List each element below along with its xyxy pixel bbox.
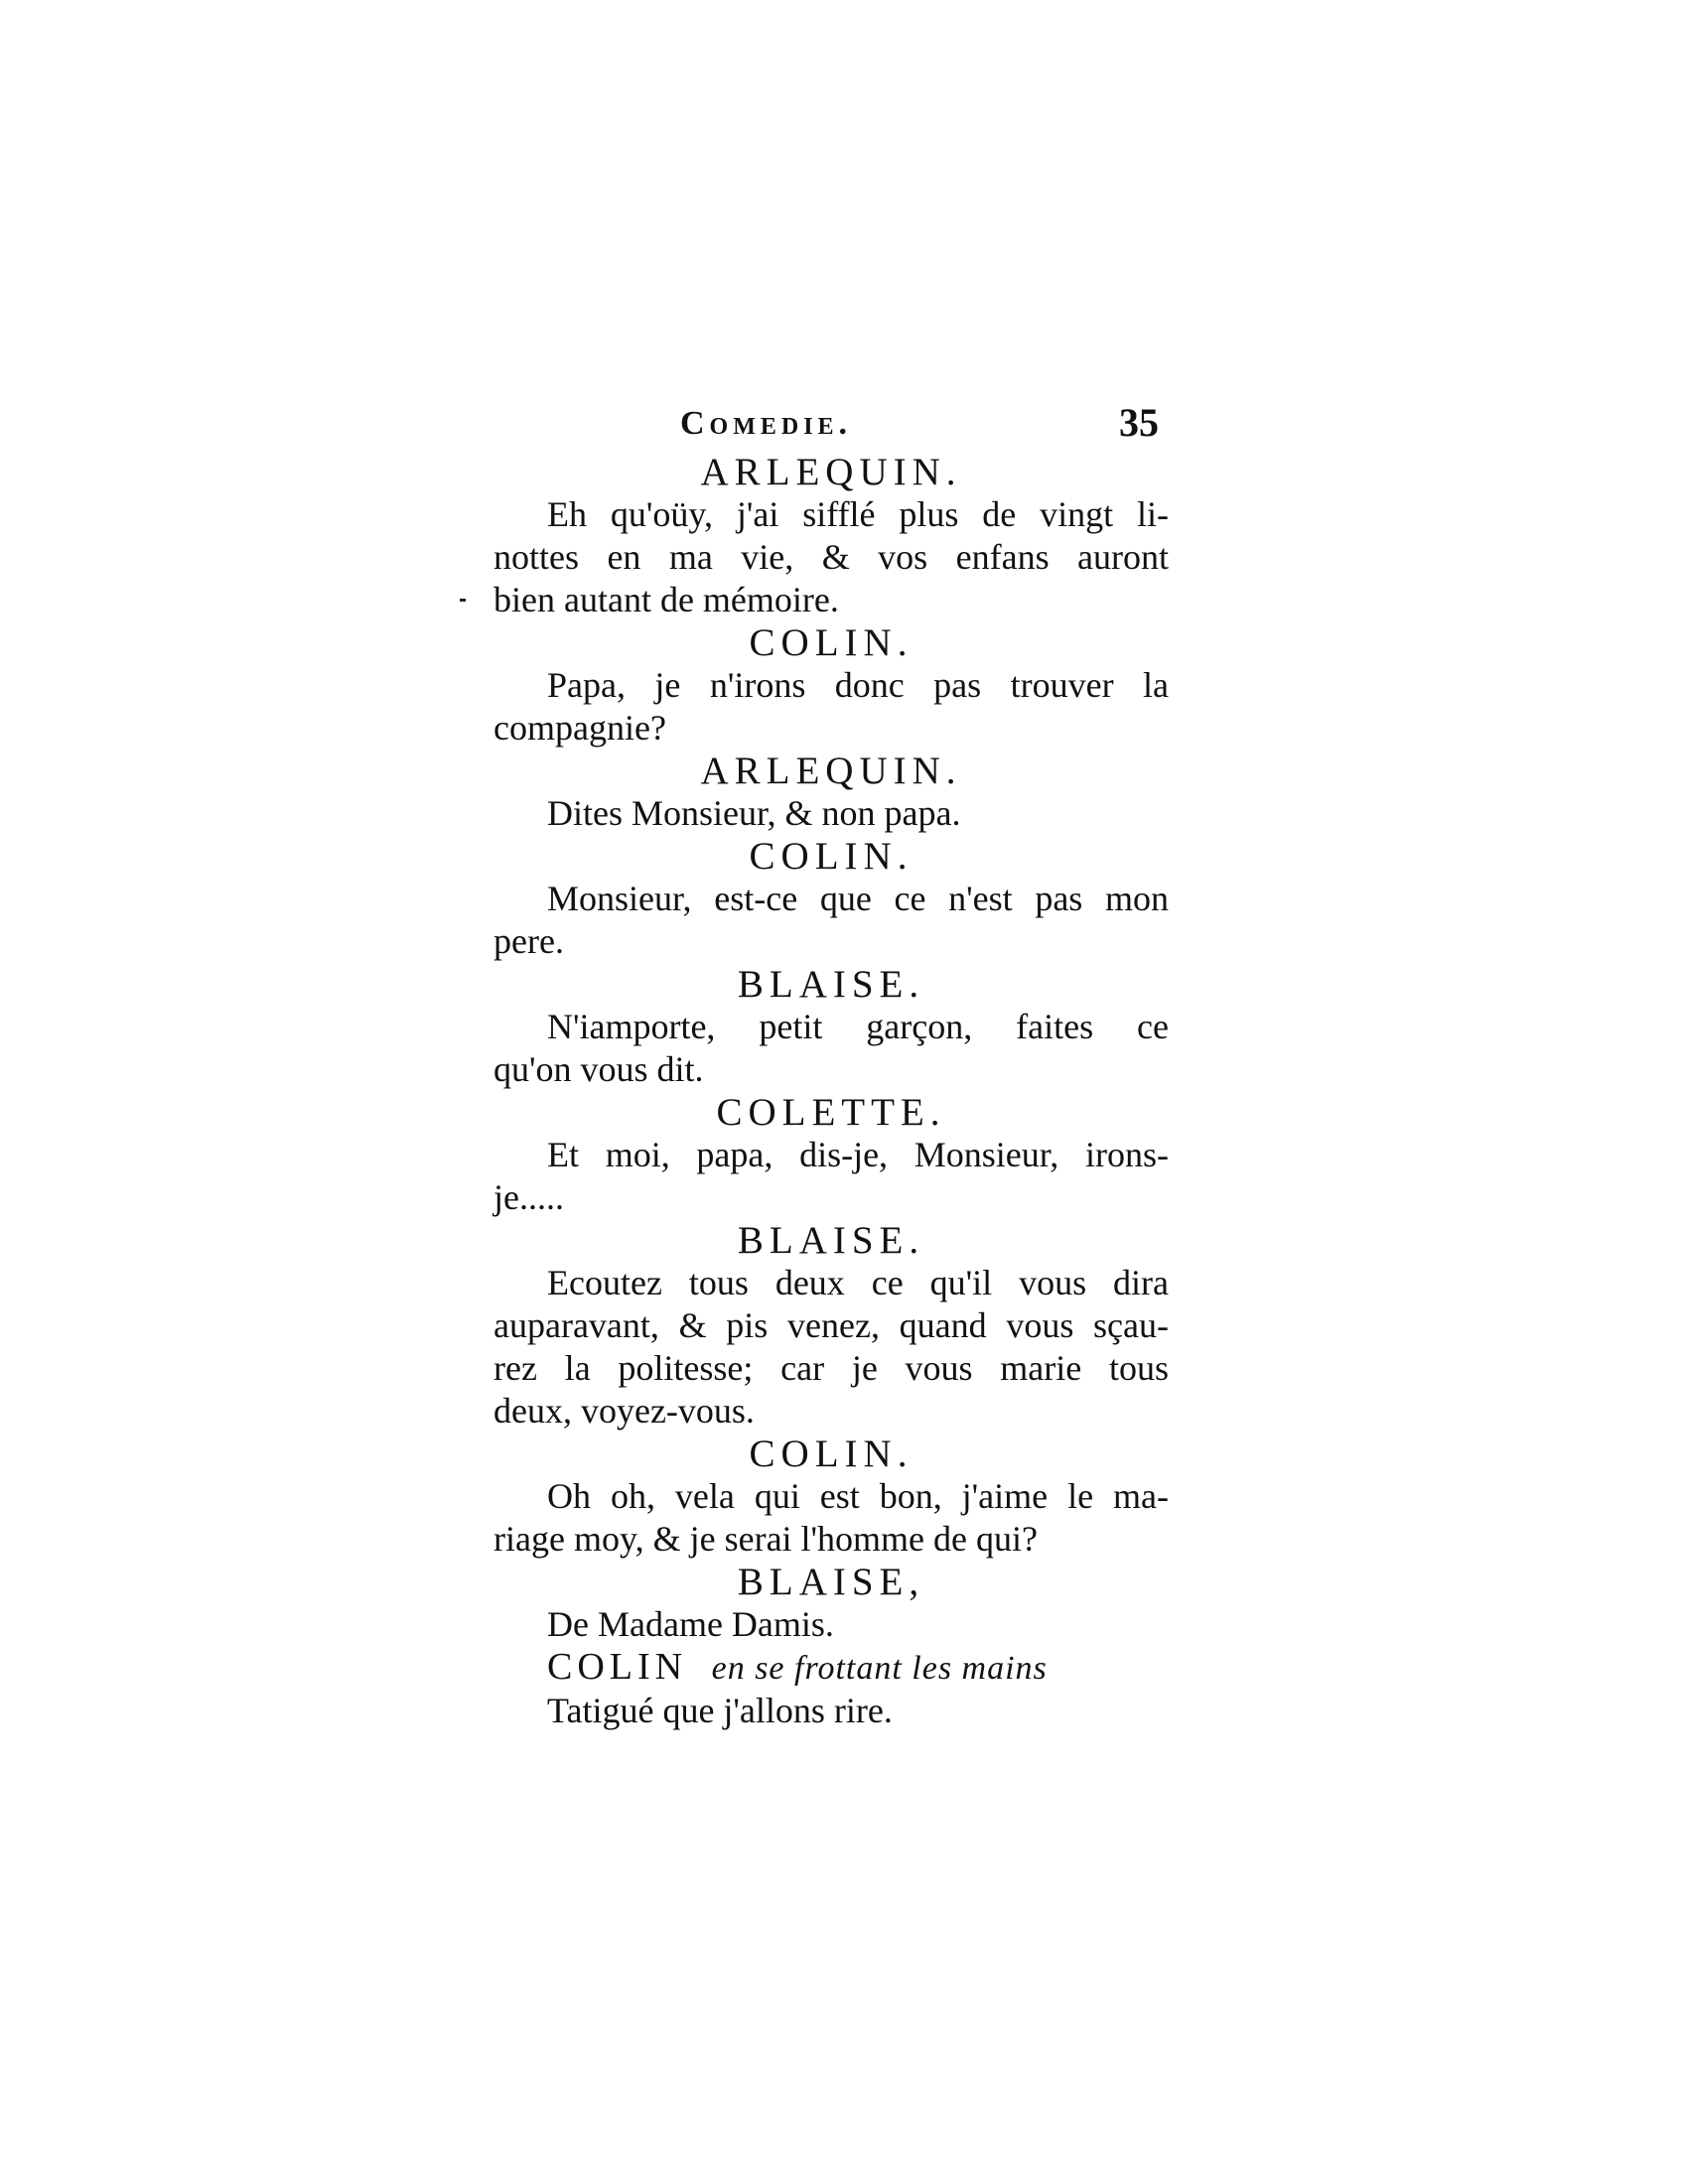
- speech: [493, 1006, 1169, 1091]
- speech-line: rez la politesse; car je vous marie tous: [493, 1348, 1169, 1388]
- speech: [493, 1262, 1169, 1433]
- speech: [493, 1475, 1169, 1561]
- speech-line: Eh qu'oüy, j'ai sifflé plus de vingt li-: [547, 494, 1169, 534]
- page-number: 35: [1119, 400, 1159, 445]
- speech-line: auparavant, & pis venez, quand vous sçau-: [493, 1305, 1169, 1345]
- speech-line: N'iamporte, petit garçon, faites ce: [547, 1007, 1169, 1046]
- speech-line: Monsieur, est-ce que ce n'est pas mon: [547, 879, 1169, 918]
- speech: [493, 1603, 1169, 1646]
- speech-line: pere.: [493, 921, 564, 961]
- speech-line: De Madame Damis.: [547, 1604, 834, 1644]
- speech: [493, 664, 1169, 750]
- speaker-heading: BLAISE.: [737, 1219, 925, 1262]
- speech-line: Tatigué que j'allons rire.: [547, 1691, 893, 1730]
- speech: [493, 792, 1169, 835]
- speaker-heading: COLIN.: [749, 835, 914, 878]
- speaker-heading: ARLEQUIN.: [700, 750, 962, 792]
- speech: [493, 1690, 1169, 1732]
- speech-line: je.....: [493, 1177, 564, 1217]
- speech-line: compagnie?: [493, 708, 666, 748]
- margin-mark: [460, 599, 466, 602]
- speech-line: Oh oh, vela qui est bon, j'aime le ma-: [547, 1476, 1169, 1516]
- speech: [493, 878, 1169, 963]
- play-text: [493, 451, 1169, 1732]
- page-header: [462, 400, 1177, 455]
- speech-line: riage moy, & je serai l'homme de qui?: [493, 1519, 1038, 1559]
- speech-line: Ecoutez tous deux ce qu'il vous dira: [547, 1263, 1169, 1302]
- speaker-with-direction: [493, 1646, 1169, 1690]
- speech: [493, 1134, 1169, 1219]
- running-title: Comedie.: [680, 405, 853, 442]
- speech-line: Dites Monsieur, & non papa.: [547, 793, 961, 833]
- speaker-heading: BLAISE.: [737, 963, 925, 1006]
- speaker-heading: COLIN.: [749, 621, 914, 664]
- speech-line: deux, voyez-vous.: [493, 1391, 755, 1431]
- speaker-heading: BLAISE,: [737, 1561, 925, 1603]
- speaker-heading: COLIN.: [749, 1433, 914, 1475]
- speech-line: Et moi, papa, dis-je, Monsieur, irons-: [547, 1135, 1169, 1174]
- speech-line: qu'on vous dit.: [493, 1049, 704, 1089]
- speaker-heading: COLETTE.: [716, 1091, 946, 1134]
- speaker-heading: ARLEQUIN.: [700, 451, 962, 493]
- stage-direction: en se frottant les mains: [711, 1650, 1048, 1687]
- speaker-name: COLIN: [547, 1646, 688, 1688]
- speech-line: nottes en ma vie, & vos enfans auront: [493, 537, 1169, 577]
- speech-line: bien autant de mémoire.: [493, 580, 839, 619]
- speech: [493, 493, 1169, 621]
- speech-line: Papa, je n'irons donc pas trouver la: [547, 665, 1169, 705]
